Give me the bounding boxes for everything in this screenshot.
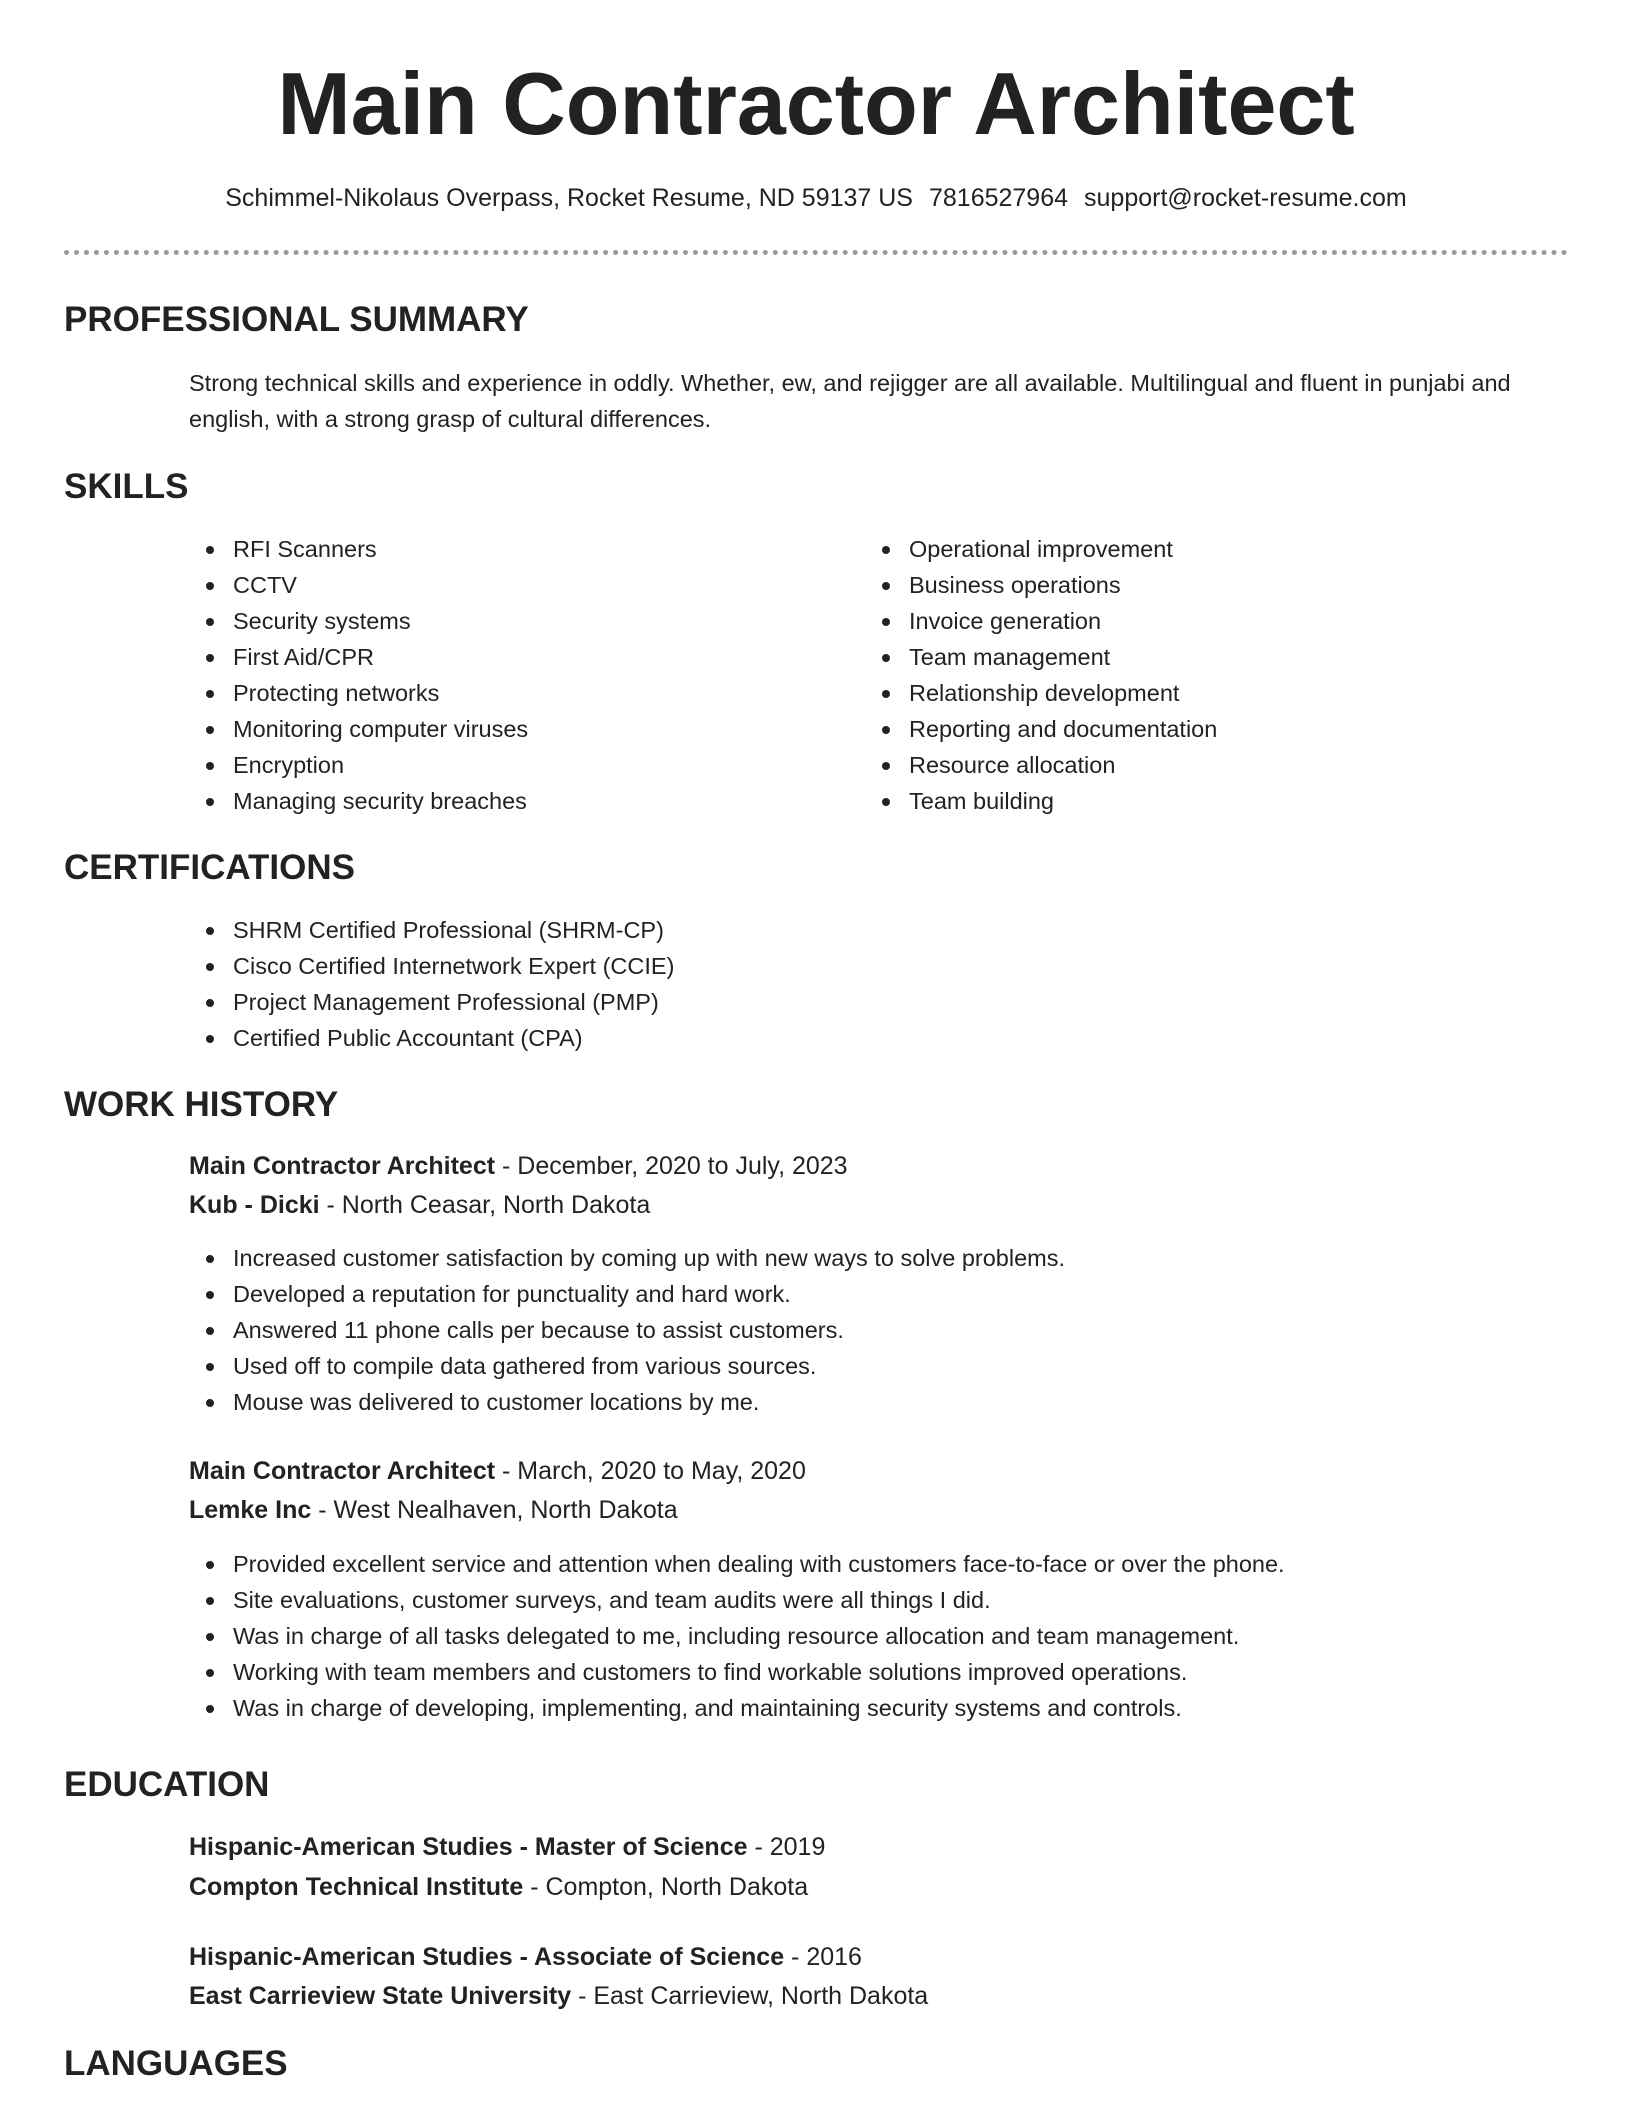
- skills-heading: SKILLS: [64, 467, 189, 506]
- contact-address: Schimmel-Nikolaus Overpass, Rocket Resume, ND 59137 US: [225, 184, 913, 212]
- school-location: - Compton, North Dakota: [523, 1873, 809, 1901]
- school-line: [189, 1868, 808, 1906]
- list-item: Invoice generation: [909, 603, 1217, 639]
- degree-line: [189, 1828, 825, 1866]
- list-item: Business operations: [909, 567, 1217, 603]
- list-item: CCTV: [233, 567, 528, 603]
- list-item: Was in charge of all tasks delegated to me, including resource allocation and team management.: [233, 1618, 1285, 1654]
- school: Compton Technical Institute: [189, 1873, 524, 1901]
- list-item: Security systems: [233, 603, 528, 639]
- work-history-heading: WORK HISTORY: [64, 1085, 339, 1124]
- languages-heading: LANGUAGES: [64, 2044, 288, 2083]
- job-company: Lemke Inc: [189, 1496, 312, 1524]
- skills-list-left: [189, 531, 528, 819]
- degree-year: - 2019: [747, 1833, 826, 1861]
- school-line: [189, 1977, 928, 2015]
- list-item: Cisco Certified Internetwork Expert (CCIE): [233, 948, 674, 984]
- education-heading: EDUCATION: [64, 1765, 270, 1804]
- degree: Hispanic-American Studies - Associate of Science: [189, 1943, 785, 1971]
- list-item: Team building: [909, 783, 1217, 819]
- job-title-line: [189, 1452, 806, 1490]
- list-item: First Aid/CPR: [233, 639, 528, 675]
- list-item: Relationship development: [909, 675, 1217, 711]
- list-item: Resource allocation: [909, 747, 1217, 783]
- list-item: Certified Public Accountant (CPA): [233, 1020, 674, 1056]
- list-item: Managing security breaches: [233, 783, 528, 819]
- skills-list-right: [865, 531, 1217, 819]
- list-item: Used off to compile data gathered from various sources.: [233, 1348, 1065, 1384]
- job-company-line: [189, 1186, 650, 1224]
- list-item: Site evaluations, customer surveys, and team audits were all things I did.: [233, 1582, 1285, 1618]
- job-company-line: [189, 1491, 678, 1529]
- list-item: Increased customer satisfaction by coming up with new ways to solve problems.: [233, 1240, 1065, 1276]
- list-item: Mouse was delivered to customer locations by me.: [233, 1384, 1065, 1420]
- job-bullets: [189, 1546, 1285, 1726]
- degree-line: [189, 1938, 862, 1976]
- list-item: RFI Scanners: [233, 531, 528, 567]
- contact-phone: 7816527964: [928, 184, 1069, 212]
- list-item: Protecting networks: [233, 675, 528, 711]
- certifications-list: [189, 912, 674, 1056]
- job-location: - West Nealhaven, North Dakota: [311, 1496, 678, 1524]
- job-title-line: [189, 1147, 848, 1185]
- job-company: Kub - Dicki: [189, 1191, 320, 1219]
- candidate-name: Main Contractor Architect: [277, 54, 1355, 153]
- job-title: Main Contractor Architect: [189, 1152, 496, 1180]
- job-bullets: [189, 1240, 1065, 1420]
- list-item: Monitoring computer viruses: [233, 711, 528, 747]
- school-location: - East Carrieview, North Dakota: [571, 1982, 929, 2010]
- job-dates: - March, 2020 to May, 2020: [495, 1457, 806, 1485]
- summary-text: Strong technical skills and experience in oddly. Whether, ew, and rejigger are all available. Multilingual and fluent in punjabi and english, with a strong grasp of cultural differences.: [189, 370, 1511, 432]
- list-item: Developed a reputation for punctuality and hard work.: [233, 1276, 1065, 1312]
- list-item: Answered 11 phone calls per because to assist customers.: [233, 1312, 1065, 1348]
- degree: Hispanic-American Studies - Master of Science: [189, 1833, 748, 1861]
- contact-line: [0, 181, 1632, 215]
- list-item: Operational improvement: [909, 531, 1217, 567]
- certifications-heading: CERTIFICATIONS: [64, 848, 356, 887]
- header-divider: [64, 250, 1568, 255]
- summary-heading: PROFESSIONAL SUMMARY: [64, 300, 529, 339]
- degree-year: - 2016: [784, 1943, 862, 1971]
- contact-email[interactable]: support@rocket-resume.com: [1084, 184, 1407, 212]
- list-item: Reporting and documentation: [909, 711, 1217, 747]
- list-item: Project Management Professional (PMP): [233, 984, 674, 1020]
- job-dates: - December, 2020 to July, 2023: [495, 1152, 848, 1180]
- list-item: Was in charge of developing, implementing, and maintaining security systems and controls.: [233, 1690, 1285, 1726]
- list-item: SHRM Certified Professional (SHRM-CP): [233, 912, 674, 948]
- list-item: Provided excellent service and attention when dealing with customers face-to-face or over the phone.: [233, 1546, 1285, 1582]
- list-item: Working with team members and customers to find workable solutions improved operations.: [233, 1654, 1285, 1690]
- list-item: Encryption: [233, 747, 528, 783]
- job-location: - North Ceasar, North Dakota: [319, 1191, 651, 1219]
- school: East Carrieview State University: [189, 1982, 572, 2010]
- job-title: Main Contractor Architect: [189, 1457, 496, 1485]
- list-item: Team management: [909, 639, 1217, 675]
